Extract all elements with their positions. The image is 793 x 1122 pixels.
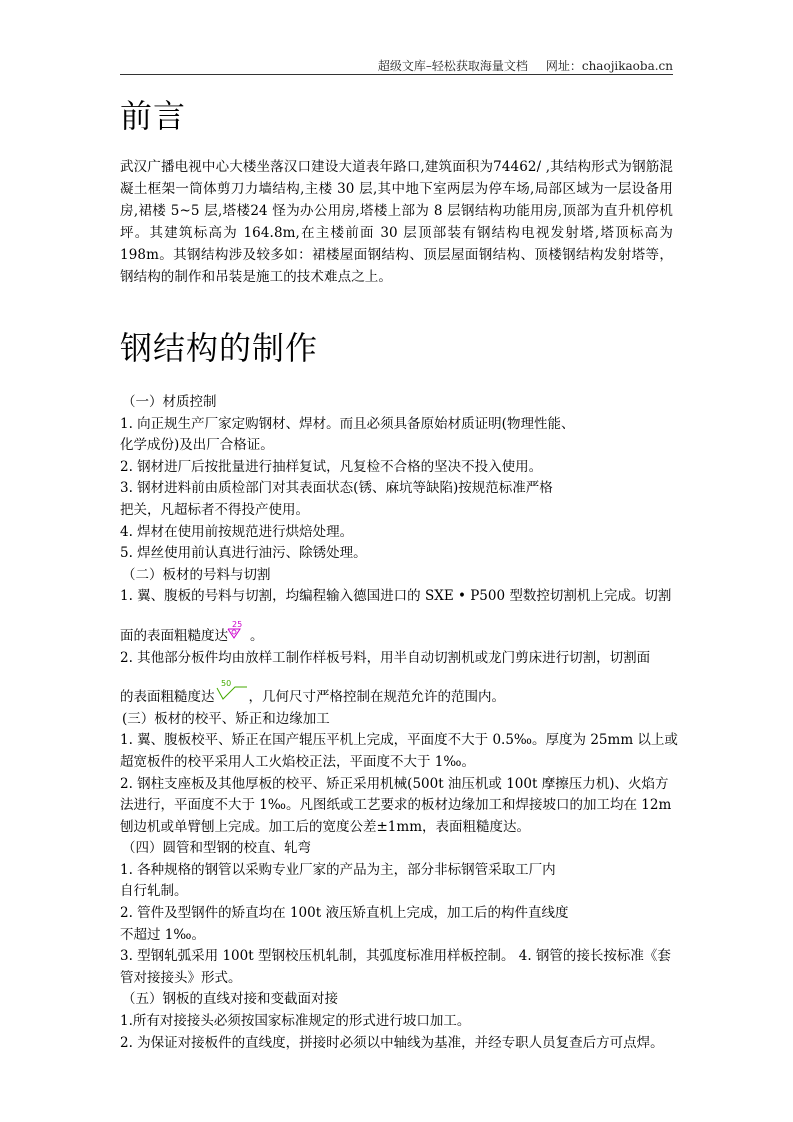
list-item: 1.所有对接接头必须按国家标准规定的形式进行坡口加工。 [120, 1013, 471, 1030]
list-item: 5. 焊丝使用前认真进行油污、除锈处理。 [120, 545, 367, 562]
page-header [120, 57, 673, 75]
list-item [120, 669, 673, 709]
header-url: 网址：chaojikaoba.cn [545, 59, 673, 73]
heading-preface: 前言 [120, 97, 187, 135]
roughness-symbol-icon [215, 679, 249, 703]
subsection-pipe-straightening: （四）圆管和型钢的校直、轧弯 [122, 840, 311, 857]
roughness-symbol-icon [228, 619, 250, 642]
roughness-value: 50 [220, 679, 231, 689]
list-item: 1. 向正规生产厂家定购钢材、焊材。而且必须具备原始材质证明(物理性能、 [120, 415, 575, 432]
text-fragment: ，几何尺寸严格控制在规范允许的范围内。 [248, 689, 505, 706]
header-site-name: 超级文库–轻松获取海量文档 [377, 59, 528, 73]
list-item: 超宽板件的校平采用人工火焰校正法，平面度不大于 1‰。 [120, 753, 475, 770]
heading-steel-fabrication: 钢结构的制作 [120, 329, 319, 367]
list-item: 1. 翼、腹板的号料与切割，均编程输入德国进口的 SXE • P500 型数控切割机上完成。切割 [120, 588, 672, 605]
list-item: 1. 各种规格的钢管以采购专业厂家的产品为主，部分非标钢管采取工厂内 [120, 861, 556, 878]
list-item: 3. 钢材进料前由质检部门对其表面状态(锈、麻坑等缺陷)按规范标准严格 [120, 480, 553, 497]
list-item: 4. 焊材在使用前按规范进行烘焙处理。 [120, 523, 354, 540]
list-item: 管对接接头》形式。 [120, 969, 242, 986]
list-item: 2. 管件及型钢件的矫直均在 100t 液压矫直机上完成，加工后的构件直线度 [120, 905, 569, 922]
roughness-value: 25 [232, 619, 243, 629]
list-item: 化学成份)及出厂合格证。 [120, 437, 274, 454]
text-fragment: 面的表面粗糙度达 [120, 627, 228, 644]
list-item: 1. 翼、腹板校平、矫正在国产辊压平机上完成，平面度不大于 0.5‰。厚度为 25mm 以上或 [120, 732, 678, 749]
subsection-cutting: （二）板材的号料与切割 [122, 566, 271, 583]
list-item: 2. 其他部分板件均由放样工制作样板号料，用半自动切割机或龙门剪床进行切割，切割面 [120, 649, 651, 666]
subsection-butt-joint: （五）钢板的直线对接和变截面对接 [122, 991, 338, 1008]
list-item [120, 608, 673, 648]
list-item: 刨边机或单臂刨上完成。加工后的宽度公差±1mm，表面粗糙度达。 [120, 818, 531, 835]
header-divider [120, 74, 673, 75]
text-fragment: 的表面粗糙度达 [120, 689, 215, 706]
list-item: 2. 钢材进厂后按批量进行抽样复试，凡复检不合格的坚决不投入使用。 [120, 458, 543, 475]
preface-paragraph: 武汉广播电视中心大楼坐落汉口建设大道表年路口,建筑面积为74462/ ,其结构形式为钢筋混凝土框架一筒体剪刀力墙结构,主楼 30 层,其中地下室两层为停车场,局部区域为一层设备用房,裙楼 5~5 层,塔楼24 怪为办公用房,塔楼上部为 8 层钢结构功能用房,顶部为直升机停机坪。其建筑标高为 164.8m,在主楼前面 30 层顶部装有钢结构电视发射塔,塔顶标高为 198m。其钢结构涉及较多如：裙楼屋面钢结构、顶层屋面钢结构、顶楼钢结构发射塔等，钢结构的制作和吊装是施工的技术难点之上。 [120, 159, 673, 285]
header-text [360, 57, 673, 74]
list-item: 把关，凡超标者不得投产使用。 [120, 501, 309, 518]
list-item: 2. 钢柱支座板及其他厚板的校平、矫正采用机械(500t 油压机或 100t 摩擦压力机)、火焰方 [120, 775, 669, 792]
list-item: 自行轧制。 [120, 883, 188, 900]
list-item: 3. 型钢轧弧采用 100t 型钢校压机轧制，其弧度标准用样板控制。 4. 钢管的接长按标准《套 [120, 948, 671, 965]
subsection-material-control: （一）材质控制 [122, 394, 217, 410]
subsection-flattening: (三）板材的校平、矫正和边缘加工 [122, 710, 330, 727]
list-item: 2. 为保证对接板件的直线度，拼接时必须以中轴线为基准，并经专职人员复查后方可点焊。 [120, 1034, 664, 1051]
list-item: 不超过 1‰。 [120, 926, 205, 943]
text-fragment: 。 [250, 627, 264, 644]
list-item: 法进行，平面度不大于 1‰。凡图纸或工艺要求的板材边缘加工和焊接坡口的加工均在 12m [120, 797, 672, 814]
document-body [120, 90, 678, 1054]
